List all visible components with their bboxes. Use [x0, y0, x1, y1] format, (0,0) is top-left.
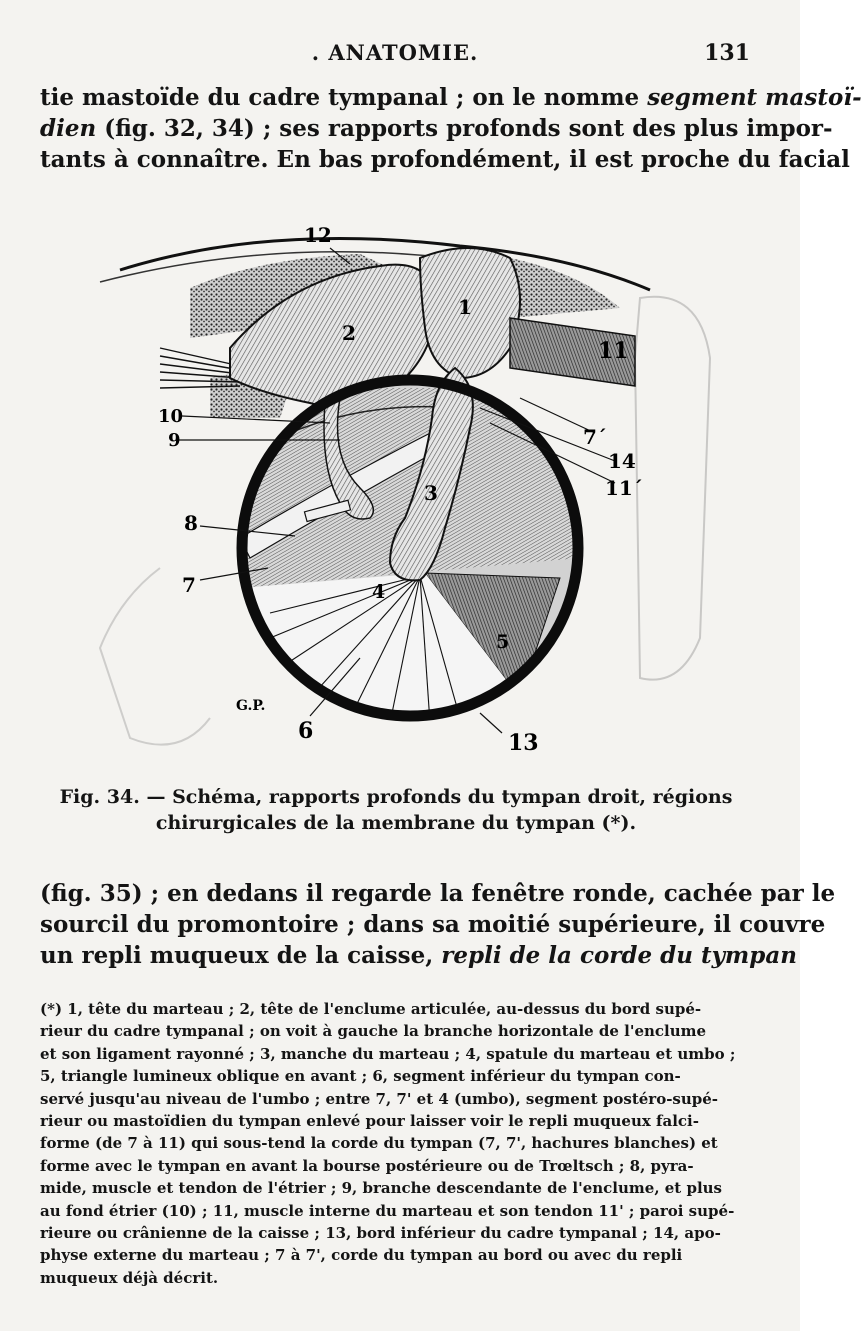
figure-label: 11: [598, 338, 629, 364]
footnote-line: (*) 1, tête du marteau ; 2, tête de l'enclume articulée, au-dessus du bord supé-: [40, 1000, 702, 1018]
figure-label: 7: [182, 573, 196, 597]
bone-region-right: [510, 258, 620, 318]
figure-label: 13: [508, 730, 539, 756]
figure-label: 2: [342, 321, 356, 345]
footnote-line: muqueux déjà décrit.: [40, 1268, 219, 1287]
footnote-line: rieur du cadre tympanal ; on voit à gauche la branche horizontale de l'enclume: [40, 1022, 707, 1041]
footnote: [40, 998, 754, 1289]
footnote-line: servé jusqu'au niveau de l'umbo ; entre 7, 7' et 4 (umbo), segment postéro-supé-: [40, 1089, 719, 1108]
body-text-bottom: [40, 878, 836, 971]
figure-caption: [40, 784, 752, 836]
footnote-line: rieure ou crânienne de la caisse ; 13, bord inférieur du cadre tympanal ; 14, apo-: [40, 1224, 721, 1243]
text-line: dien (fig. 32, 34) ; ses rapports profonds sont des plus impor-: [40, 115, 833, 142]
figure-label: 5: [496, 631, 510, 653]
footnote-line: 5, triangle lumineux oblique en avant ; 6, segment inférieur du tympan con-: [40, 1067, 681, 1086]
page-header: [40, 40, 750, 70]
ligament-rayonne: [160, 348, 240, 388]
figure-label: 10: [158, 406, 184, 427]
footnote-line: forme avec le tympan en avant la bourse postérieure ou de Trœltsch ; 8, pyra-: [40, 1156, 694, 1175]
caption-line: chirurgicales de la membrane du tympan (*).: [155, 812, 637, 834]
artist-signature: G.P.: [236, 698, 266, 714]
figure-label: 3: [424, 481, 438, 505]
figure-label: 14: [608, 449, 636, 473]
figure-label: 4: [372, 581, 386, 603]
text-line: (fig. 35) ; en dedans il regarde la fenêtre ronde, cachée par le: [40, 880, 836, 907]
footnote-line: forme (de 7 à 11) qui sous-tend la corde du tympan (7, 7', hachures blanches) et: [40, 1134, 718, 1153]
figure-label: 8: [184, 511, 198, 535]
running-title: . ANATOMIE.: [311, 40, 479, 65]
body-text-top: [40, 82, 862, 175]
caption-line: Fig. 34. — Schéma, rapports profonds du tympan droit, régions: [59, 786, 733, 808]
footnote-line: mide, muscle et tendon de l'étrier ; 9, branche descendante de l'enclume, et plus: [40, 1179, 722, 1198]
anatomical-figure: [40, 218, 760, 766]
text-line: sourcil du promontoire ; dans sa moitié supérieure, il couvre: [40, 911, 826, 938]
figure-label: 6: [298, 718, 314, 744]
text-line: tants à connaître. En bas profondément, il est proche du facial: [40, 146, 850, 173]
text-line: tie mastoïde du cadre tympanal ; on le nomme segment mastoï-: [40, 84, 862, 111]
figure-label: 11´: [605, 476, 643, 500]
figure-label: 1: [458, 295, 472, 319]
tympanum-illustration: [40, 218, 760, 766]
footnote-line: physe externe du marteau ; 7 à 7', corde du tympan au bord ou avec du repli: [40, 1246, 683, 1265]
figure-label: 7´: [583, 425, 607, 449]
page-number: 131: [704, 40, 750, 66]
footnote-line: et son ligament rayonné ; 3, manche du marteau ; 4, spatule du marteau et umbo ;: [40, 1044, 736, 1063]
text-line: un repli muqueux de la caisse, repli de la corde du tympan: [40, 942, 797, 969]
figure-label: 9: [168, 430, 181, 451]
figure-label: 12: [304, 223, 332, 247]
footnote-line: au fond étrier (10) ; 11, muscle interne du marteau et son tendon 11' ; paroi supé-: [40, 1201, 735, 1220]
footnote-line: rieur ou mastoïdien du tympan enlevé pour laisser voir le repli muqueux falci-: [40, 1112, 699, 1131]
